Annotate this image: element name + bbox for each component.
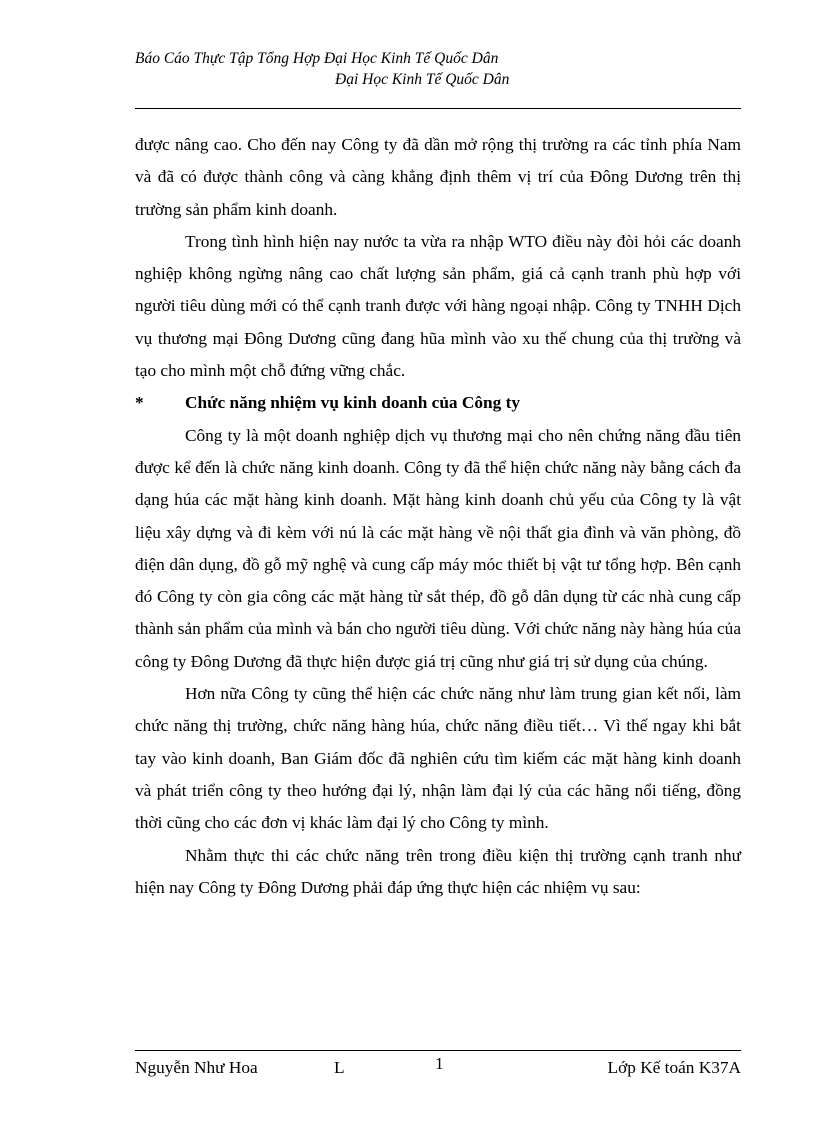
paragraph-wto: Trong tình hình hiện nay nước ta vừa ra nhập WTO điều này đòi hỏi các doanh nghiệp không ngừng nâng cao chất lượng sản phẩm, giá cả cạnh tranh phù hợp với người tiêu dùng mới có thể cạnh tranh được với hàng ngoại nhập. Công ty TNHH Dịch vụ thương mại Đông Dương cũng đang hũa mình vào xu thế chung của thị trường và tạo cho mình một chỗ đứng vững chắc.: [135, 231, 741, 381]
document-body: [135, 129, 741, 904]
header-title-line2: Đại Học Kinh Tế Quốc Dân: [335, 71, 510, 88]
footer-author: Nguyễn Như Hoa: [135, 1058, 258, 1077]
header-title-line1: Báo Cáo Thực Tập Tổng Hợp Đại Học Kinh Tế Quốc Dân: [135, 50, 499, 67]
paragraph-continuation: được nâng cao. Cho đến nay Công ty đã dần mở rộng thị trường ra các tỉnh phía Nam và đã có được thành công và càng khẳng định thêm vị trí của Đông Dương trên thị trường sản phẩm kinh doanh.: [135, 135, 741, 219]
paragraph-intermediary: Hơn nữa Công ty cũng thể hiện các chức năng như làm trung gian kết nối, làm chức năng thị trường, chức năng hàng húa, chức năng điều tiết… Vì thế ngay khi bắt tay vào kinh doanh, Ban Giám đốc đã nghiên cứu tìm kiếm các mặt hàng kinh doanh và phát triển công ty theo hướng đại lý, nhận làm đại lý của các hãng nổi tiếng, đồng thời cũng cho các đơn vị khác làm đại lý cho Công ty mình.: [135, 684, 741, 833]
paragraph-functions: Công ty là một doanh nghiệp dịch vụ thương mại cho nên chứng năng đầu tiên được kể đến là chức năng kinh doanh. Công ty đã thể hiện chức năng này bằng cách đa dạng húa các mặt hàng kinh doanh. Mặt hàng kinh doanh chủ yếu của Công ty là vật liệu xây dựng và đi kèm với nú là các mặt hàng về nội thất gia đình và văn phòng, đồ điện dân dụng, đồ gỗ mỹ nghệ và cung cấp máy móc thiết bị vật tư tổng hợp. Bên cạnh đó Công ty còn gia công các mặt hàng từ sắt thép, đồ gỗ dân dụng từ các nhà cung cấp thành sản phẩm của mình và bán cho người tiêu dùng. Với chức năng này hàng húa của công ty Đông Dương đã thực hiện được giá trị cũng như giá trị sử dụng của chúng.: [135, 425, 741, 671]
footer-mark: L: [334, 1058, 345, 1077]
page-number: 1: [435, 1054, 444, 1073]
footer-class-name: Lớp Kế toán K37A: [607, 1058, 741, 1077]
section-heading: [135, 387, 741, 419]
page-header: [135, 48, 741, 90]
footer-divider: [135, 1050, 741, 1051]
heading-text: Chức năng nhiệm vụ kinh doanh của Công ty: [185, 393, 520, 413]
header-divider: [135, 108, 741, 109]
paragraph-tasks: Nhằm thực thi các chức năng trên trong điều kiện thị trường cạnh tranh như hiện nay Công ty Đông Dương phải đáp ứng thực hiện các nhiệm vụ sau:: [135, 845, 741, 897]
page-footer: [135, 1053, 741, 1079]
heading-bullet: *: [135, 393, 144, 413]
